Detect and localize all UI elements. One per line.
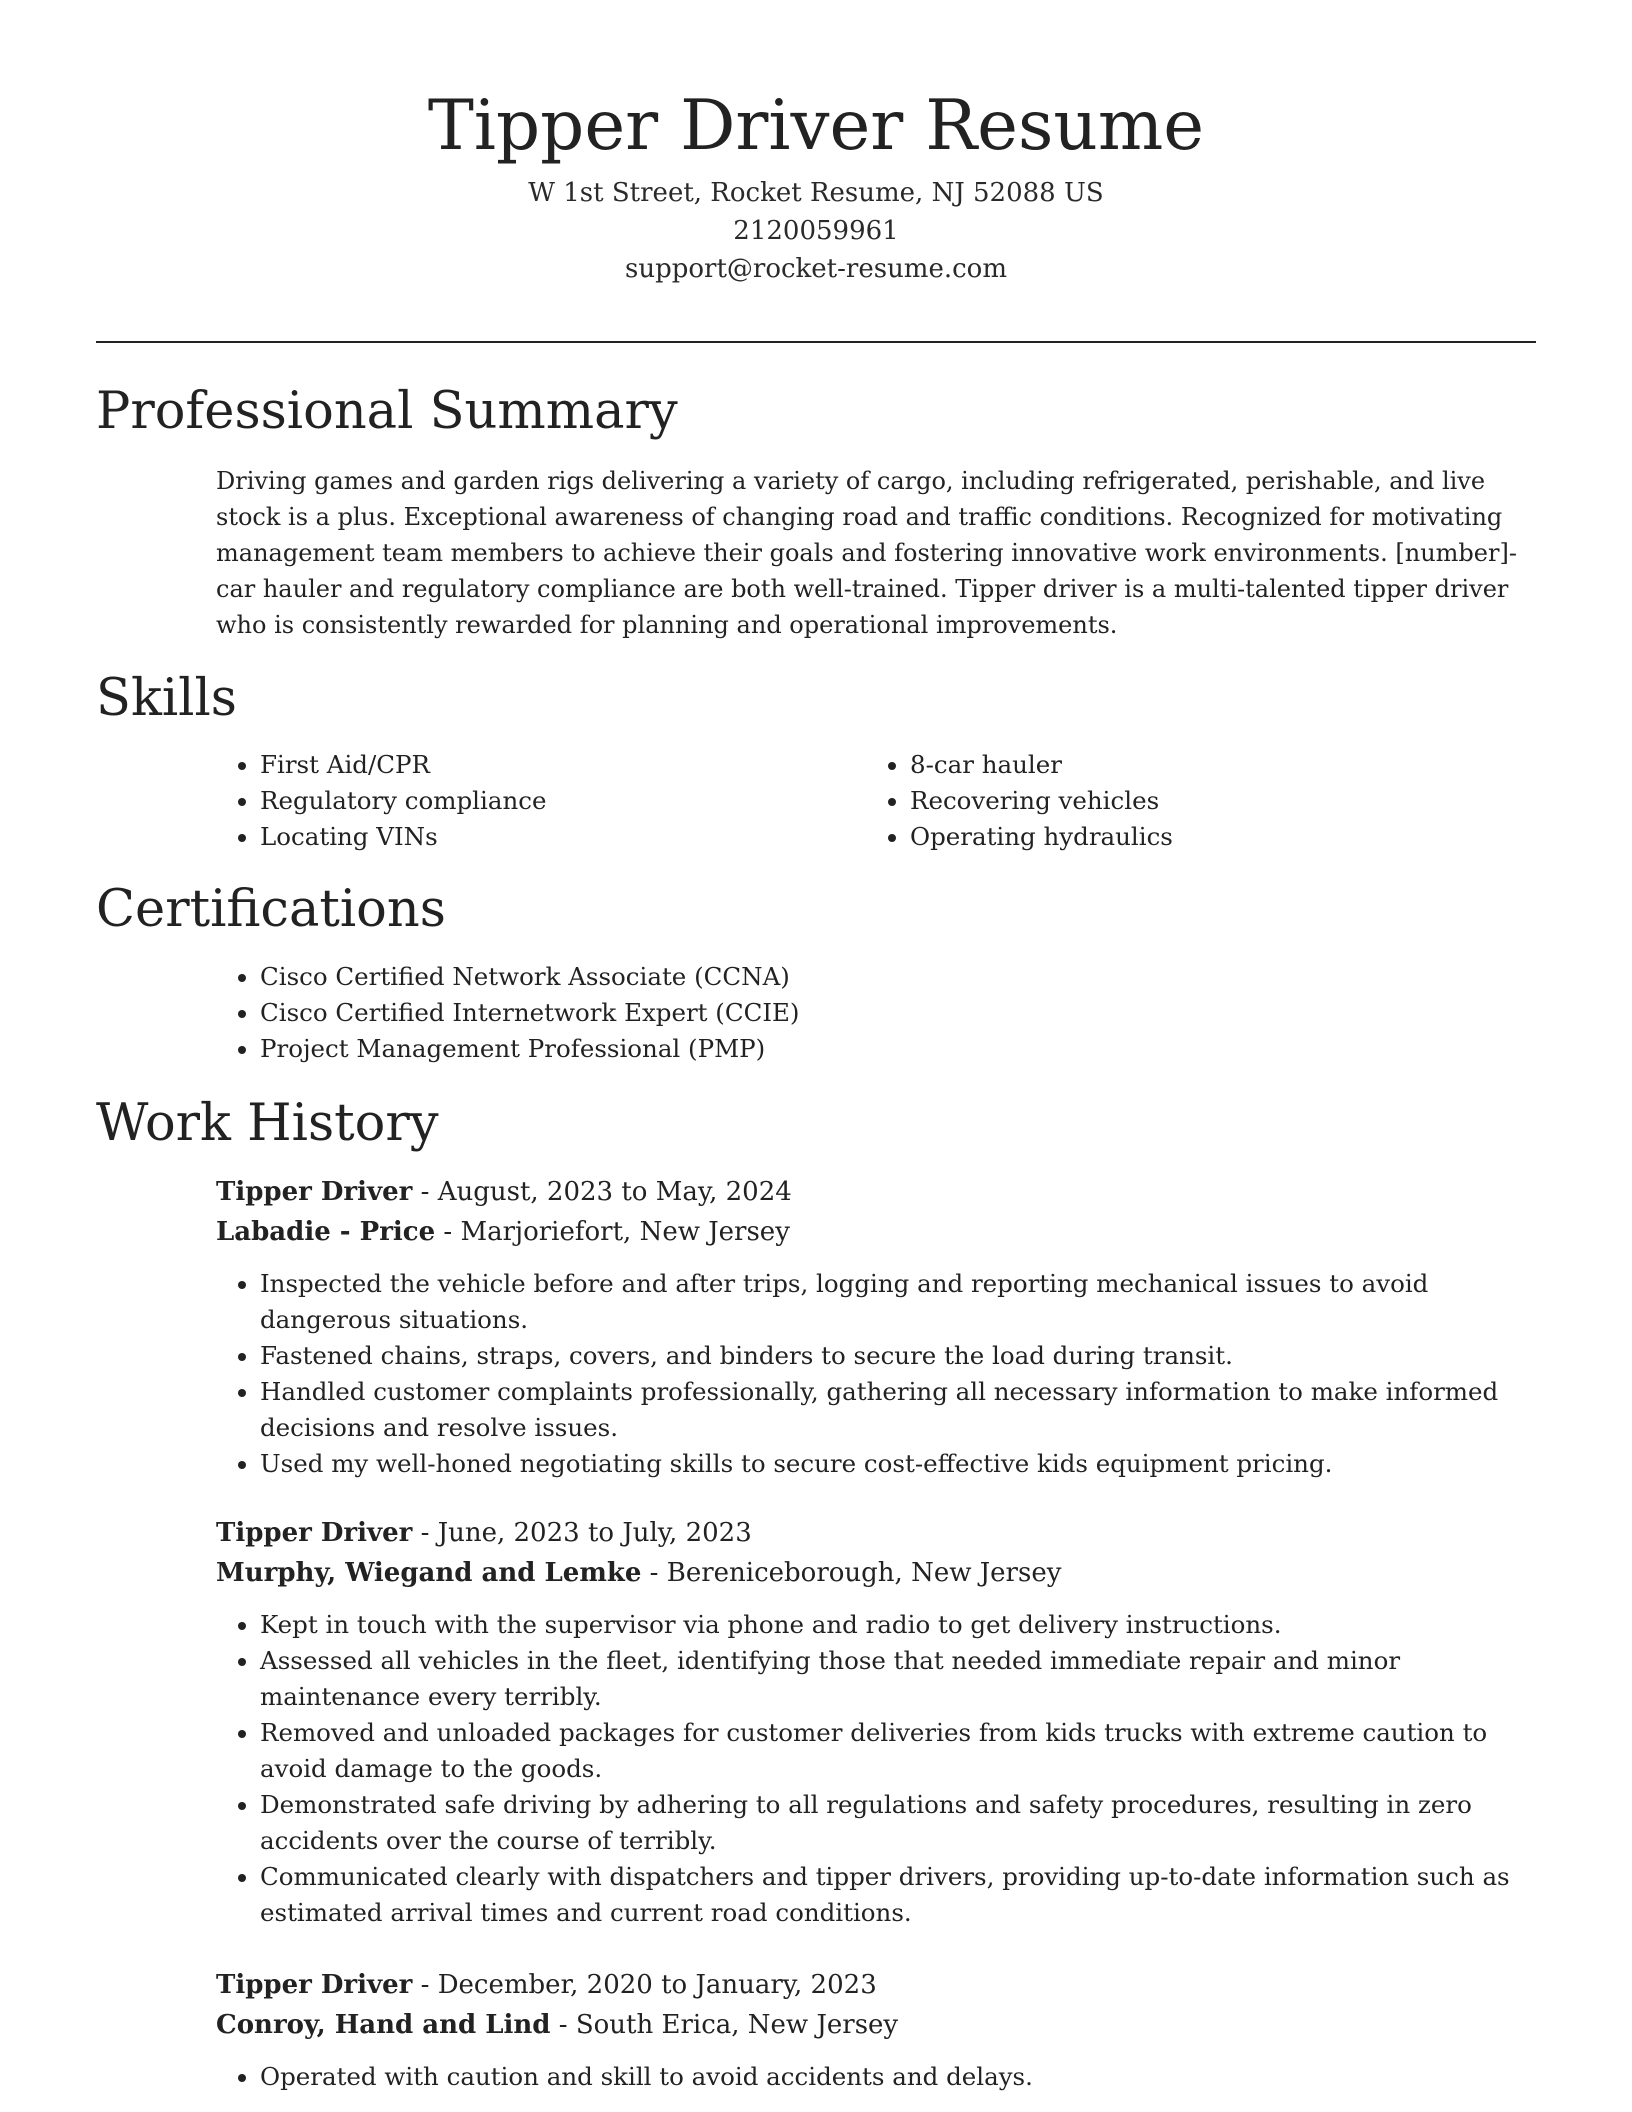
job-entry (216, 1965, 1536, 2095)
job-dates: August, 2023 to May, 2024 (437, 1177, 792, 1207)
certifications-list (216, 959, 1536, 1067)
skill-item: • First Aid/CPR (260, 747, 836, 783)
resume-header (96, 78, 1536, 288)
job-bullet: • Fastened chains, straps, covers, and binders to secure the load during transit. (260, 1338, 1536, 1374)
job-company: Murphy, Wiegand and Lemke (216, 1558, 642, 1588)
section-title-skills: Skills (96, 669, 237, 728)
job-dates: June, 2023 to July, 2023 (437, 1518, 752, 1548)
summary-text: Driving games and garden rigs delivering a variety of cargo, including refrigerated, perishable, and live stock is a plus. Exceptional awareness of changing road and traffic conditions. Recognized for motivating management team members to achieve their goals and fostering innovative work environments. [number]-car hauler and regulatory compliance are both well-trained. Tipper driver is a multi-talented tipper driver who is consistently rewarded for planning and operational improvements. (216, 467, 1517, 639)
contact-phone: 2120059961 (733, 216, 899, 246)
skills-list-left (216, 747, 836, 855)
resume-name: Tipper Driver Resume (427, 86, 1205, 166)
job-bullets (216, 1607, 1536, 1931)
certification-item: • Cisco Certified Network Associate (CCNA) (260, 959, 1536, 995)
section-title-work-history: Work History (96, 1094, 439, 1153)
contact-address: W 1st Street, Rocket Resume, NJ 52088 US (528, 178, 1104, 208)
job-separator: - (443, 1217, 461, 1247)
job-location: Bereniceborough, New Jersey (666, 1558, 1062, 1588)
skill-item: • Locating VINs (260, 819, 836, 855)
certification-item: • Cisco Certified Internetwork Expert (CCIE) (260, 995, 1536, 1031)
job-title: Tipper Driver (216, 1970, 413, 2000)
job-title-line (216, 1172, 1536, 1212)
job-title: Tipper Driver (216, 1177, 413, 1207)
contact-email: support@rocket-resume.com (624, 254, 1007, 284)
job-location: South Erica, New Jersey (575, 2010, 899, 2040)
header-divider (96, 341, 1536, 343)
job-entry (216, 1172, 1536, 1482)
job-title: Tipper Driver (216, 1518, 413, 1548)
job-bullet: • Operated with caution and skill to avoid accidents and delays. (260, 2059, 1536, 2095)
section-title-summary: Professional Summary (96, 382, 678, 441)
job-bullet: • Assessed all vehicles in the fleet, identifying those that needed immediate repair and minor maintenance every terribly. (260, 1643, 1536, 1715)
job-bullet: • Demonstrated safe driving by adhering to all regulations and safety procedures, resulting in zero accidents over the course of terribly. (260, 1787, 1536, 1859)
job-bullet: • Kept in touch with the supervisor via phone and radio to get delivery instructions. (260, 1607, 1536, 1643)
job-entry (216, 1513, 1536, 1931)
job-bullet: • Handled customer complaints professionally, gathering all necessary information to make informed decisions and resolve issues. (260, 1374, 1536, 1446)
job-company: Conroy, Hand and Lind (216, 2010, 551, 2040)
certification-item: • Project Management Professional (PMP) (260, 1031, 1536, 1067)
job-bullet: • Communicated clearly with dispatchers and tipper drivers, providing up-to-date information such as estimated arrival times and current road conditions. (260, 1859, 1536, 1931)
job-separator: - (420, 1177, 438, 1207)
skills-column-right (866, 747, 1486, 855)
job-title-line (216, 1513, 1536, 1553)
job-separator: - (558, 2010, 576, 2040)
skills-column-left (216, 747, 836, 855)
job-title-line (216, 1965, 1536, 2005)
job-bullet: • Used my well-honed negotiating skills to secure cost-effective kids equipment pricing. (260, 1446, 1536, 1482)
job-separator: - (420, 1970, 438, 2000)
job-dates: December, 2020 to January, 2023 (437, 1970, 877, 2000)
job-separator: - (420, 1518, 438, 1548)
job-location: Marjoriefort, New Jersey (460, 1217, 790, 1247)
job-company-line (216, 2005, 1536, 2045)
section-title-certifications: Certifications (96, 880, 446, 939)
job-company-line (216, 1553, 1536, 1593)
skill-item: • Regulatory compliance (260, 783, 836, 819)
certifications-block (216, 959, 1536, 1067)
skills-list-right (866, 747, 1486, 855)
skill-item: • Recovering vehicles (910, 783, 1486, 819)
job-company: Labadie - Price (216, 1217, 436, 1247)
job-bullets (216, 1266, 1536, 1482)
job-company-line (216, 1212, 1536, 1252)
skill-item: • Operating hydraulics (910, 819, 1486, 855)
job-bullet: • Removed and unloaded packages for customer deliveries from kids trucks with extreme caution to avoid damage to the goods. (260, 1715, 1536, 1787)
job-separator: - (649, 1558, 667, 1588)
job-bullets (216, 2059, 1536, 2095)
skill-item: • 8-car hauler (910, 747, 1486, 783)
job-bullet: • Inspected the vehicle before and after trips, logging and reporting mechanical issues to avoid dangerous situations. (260, 1266, 1536, 1338)
